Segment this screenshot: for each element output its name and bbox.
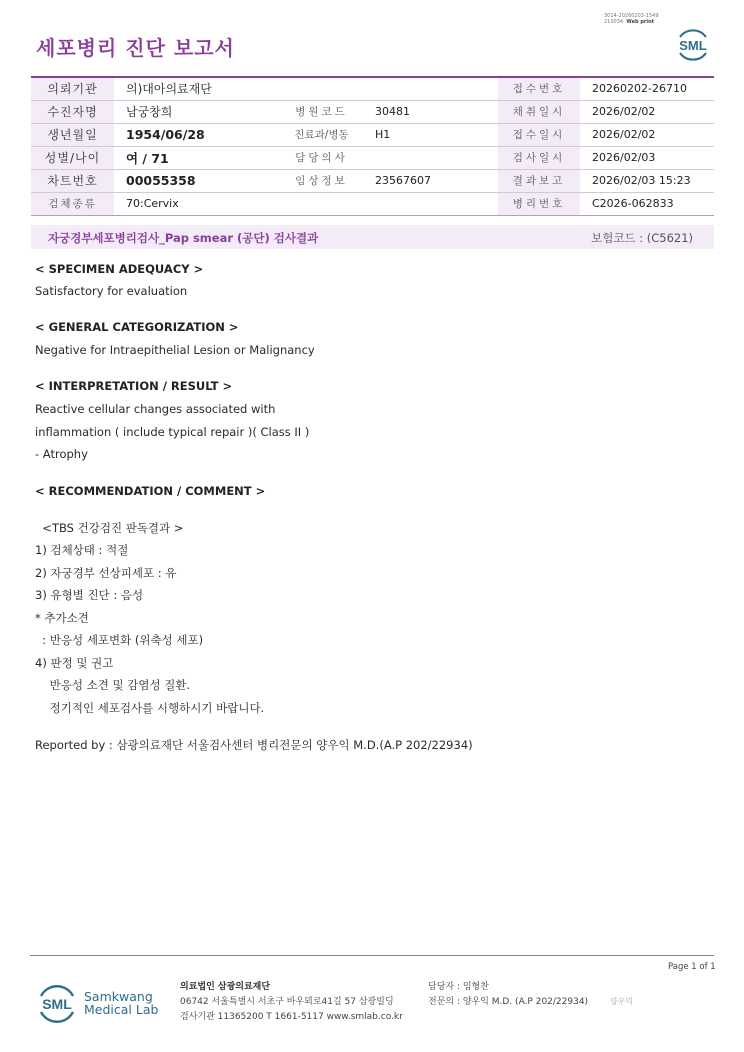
signature: 양우익	[610, 997, 634, 1006]
footer-organization	[180, 980, 403, 1025]
label-department: 진료과/병동	[280, 123, 363, 146]
patient-info-table	[31, 76, 714, 216]
value-hospital-code: 30481	[363, 100, 498, 123]
interpretation-line: - Atrophy	[35, 447, 88, 461]
section-interpretation: < INTERPRETATION / RESULT >	[35, 379, 233, 393]
recommendation-line: <TBS 건강검진 판독결과 >	[35, 521, 184, 535]
value-specimen-type: 70:Cervix	[114, 192, 498, 215]
staff-manager: 담당자 : 임형찬	[428, 982, 489, 992]
value-pathology-no: C2026-062833	[580, 192, 714, 215]
section-general-categorization: < GENERAL CATEGORIZATION >	[35, 320, 239, 334]
label-specimen-type: 검체종류	[31, 192, 114, 215]
footer-staff	[428, 980, 588, 1010]
sml-logo-icon	[674, 25, 712, 63]
recommendation-line: 2) 자궁경부 선상피세포 : 유	[35, 566, 177, 580]
value-physician	[363, 146, 498, 169]
section-specimen-adequacy: < SPECIMEN ADEQUACY >	[35, 262, 204, 276]
label-result-report: 결과보고	[498, 169, 580, 192]
recommendation-line: 1) 검체상태 : 적절	[35, 543, 129, 557]
label-physician: 담당의사	[280, 146, 363, 169]
lab-name	[84, 990, 158, 1016]
info-row	[31, 100, 714, 123]
value-birth-date: 1954/06/28	[114, 123, 280, 146]
specimen-adequacy-text: Satisfactory for evaluation	[35, 284, 188, 298]
reported-by: Reported by : 삼광의료재단 서울검사센터 병리전문의 양우익 M.D.(A.P 202/22934)	[35, 738, 473, 752]
value-department: H1	[363, 123, 498, 146]
page-number: Page 1 of 1	[668, 962, 716, 972]
label-reception-no: 접수번호	[498, 77, 580, 100]
exam-header-bar	[31, 225, 714, 249]
value-clinical-info: 23567607	[363, 169, 498, 192]
web-print-label: Web print	[626, 19, 655, 25]
exam-name: 자궁경부세포병리검사_Pap smear (공단) 검사결과	[48, 231, 319, 245]
lab-name-line2: Medical Lab	[84, 1002, 159, 1017]
svg-text:SML: SML	[679, 38, 707, 53]
insurance-code: 보험코드 : (C5621)	[591, 231, 693, 245]
recommendation-line: 3) 유형별 진단 : 음성	[35, 588, 144, 602]
value-sex-age: 여 / 71	[114, 146, 280, 169]
print-code-line1: 3014-20260203-1549	[604, 13, 659, 19]
recommendation-line: 4) 판정 및 권고	[35, 656, 114, 670]
info-row	[31, 192, 714, 215]
value-reception-date: 2026/02/02	[580, 123, 714, 146]
label-patient-name: 수진자명	[31, 100, 114, 123]
section-recommendation: < RECOMMENDATION / COMMENT >	[35, 484, 266, 498]
label-test-date: 검사일시	[498, 146, 580, 169]
value-chart-no: 00055358	[114, 169, 280, 192]
label-hospital-code: 병원코드	[280, 100, 363, 123]
info-row	[31, 77, 714, 100]
interpretation-line: inflammation ( include typical repair )( Class II )	[35, 425, 310, 439]
info-row	[31, 123, 714, 146]
value-test-date: 2026/02/03	[580, 146, 714, 169]
recommendation-line: : 반응성 세포변화 (위축성 세포)	[35, 633, 204, 647]
staff-specialist: 전문의 : 양우익 M.D. (A.P 202/22934)	[428, 997, 589, 1007]
value-patient-name: 남궁창희	[114, 100, 280, 123]
label-birth-date: 생년월일	[31, 123, 114, 146]
label-clinical-info: 임상정보	[280, 169, 363, 192]
svg-text:SML: SML	[42, 996, 72, 1012]
label-pathology-no: 병리번호	[498, 192, 580, 215]
label-reception-date: 접수일시	[498, 123, 580, 146]
general-categorization-text: Negative for Intraepithelial Lesion or Malignancy	[35, 343, 315, 357]
org-address: 06742 서울특별시 서초구 바우뫼로41길 57 삼광빌딩	[180, 997, 394, 1007]
recommendation-line: 정기적인 세포검사를 시행하시기 바랍니다.	[35, 701, 265, 715]
lab-name-line1: Samkwang	[84, 989, 153, 1004]
label-sex-age: 성별/나이	[31, 146, 114, 169]
info-row	[31, 146, 714, 169]
label-requesting-org: 의뢰기관	[31, 77, 114, 100]
label-collection-date: 채취일시	[498, 100, 580, 123]
info-row	[31, 169, 714, 192]
value-collection-date: 2026/02/02	[580, 100, 714, 123]
recommendation-line: * 추가소견	[35, 611, 89, 625]
print-code-line2: 210034	[604, 19, 624, 25]
recommendation-line: 반응성 소견 및 감염성 질환.	[35, 678, 191, 692]
org-contact: 검사기관 11365200 T 1661-5117 www.smlab.co.kr	[180, 1012, 403, 1022]
org-name: 의료법인 삼광의료재단	[180, 982, 271, 992]
label-chart-no: 차트번호	[31, 169, 114, 192]
footer-divider	[30, 955, 714, 956]
value-result-report: 2026/02/03 15:23	[580, 169, 714, 192]
sml-footer-logo-icon	[36, 981, 78, 1025]
print-code	[604, 13, 659, 25]
interpretation-line: Reactive cellular changes associated with	[35, 402, 276, 416]
report-title: 세포병리 진단 보고서	[36, 36, 235, 60]
value-reception-no: 20260202-26710	[580, 77, 714, 100]
value-requesting-org: 의)대아의료재단	[114, 77, 498, 100]
